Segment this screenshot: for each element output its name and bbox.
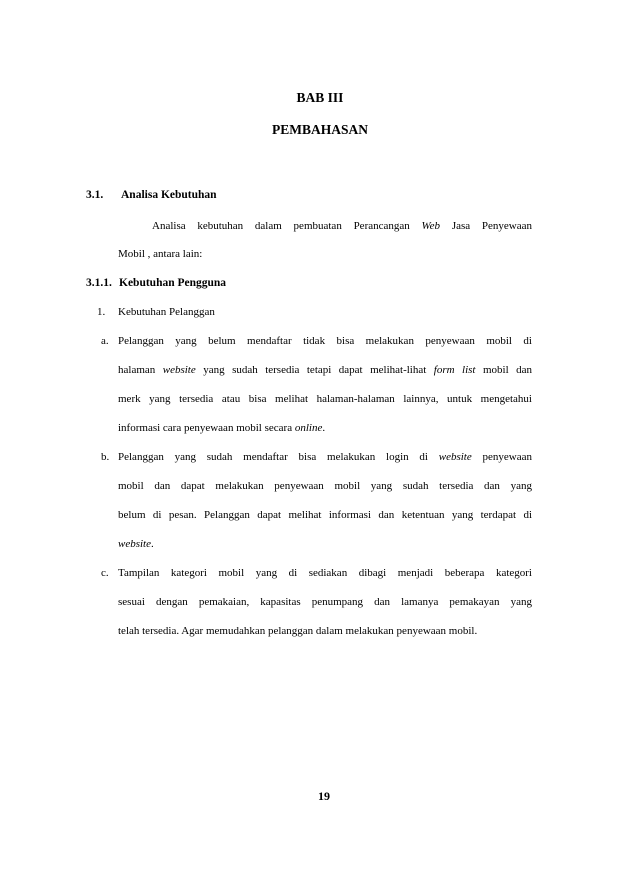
list-marker-b: b. (101, 451, 110, 463)
chapter-label: BAB III (296, 90, 344, 105)
item-a-line-1: Pelanggan yang belum mendaftar tidak bisa melakukan penyewaan mobil di (118, 335, 532, 347)
item-a-line-4: informasi cara penyewaan mobil secara online. (118, 422, 326, 434)
section-title: Analisa Kebutuhan (121, 189, 217, 201)
item-a-line-3: merk yang tersedia atau bisa melihat halaman-halaman lainnya, untuk mengetahui (118, 393, 532, 405)
page-number: 19 (318, 789, 330, 803)
item-a-line-2: halaman website yang sudah tersedia tetapi dapat melihat-lihat form list mobil dan (118, 364, 532, 376)
section-number: 3.1. (86, 189, 104, 201)
list-marker-1: 1. (97, 306, 106, 318)
item-c-line-3: telah tersedia. Agar memudahkan pelanggan dalam melakukan penyewaan mobil. (118, 625, 478, 637)
intro-line-2: Mobil , antara lain: (118, 248, 203, 260)
subsection-number: 3.1.1. (86, 277, 112, 289)
intro-line-1: Analisa kebutuhan dalam pembuatan Perancangan Web Jasa Penyewaan (152, 220, 532, 232)
item-c-line-1: Tampilan kategori mobil yang di sediakan dibagi menjadi beberapa kategori (118, 567, 532, 579)
list-item-1-text: Kebutuhan Pelanggan (118, 306, 215, 318)
item-b-line-2: mobil dan dapat melakukan penyewaan mobil yang sudah tersedia dan yang (118, 480, 532, 492)
item-b-line-3: belum di pesan. Pelanggan dapat melihat informasi dan ketentuan yang terdapat di (118, 509, 532, 521)
subsection-title: Kebutuhan Pengguna (119, 277, 227, 289)
list-marker-a: a. (101, 335, 109, 347)
list-marker-c: c. (101, 567, 109, 579)
chapter-title: PEMBAHASAN (271, 122, 368, 137)
item-b-line-4: website. (118, 538, 154, 550)
item-b-line-1: Pelanggan yang sudah mendaftar bisa melakukan login di website penyewaan (118, 451, 532, 463)
item-c-line-2: sesuai dengan pemakaian, kapasitas penumpang dan lamanya pemakayan yang (118, 596, 532, 608)
